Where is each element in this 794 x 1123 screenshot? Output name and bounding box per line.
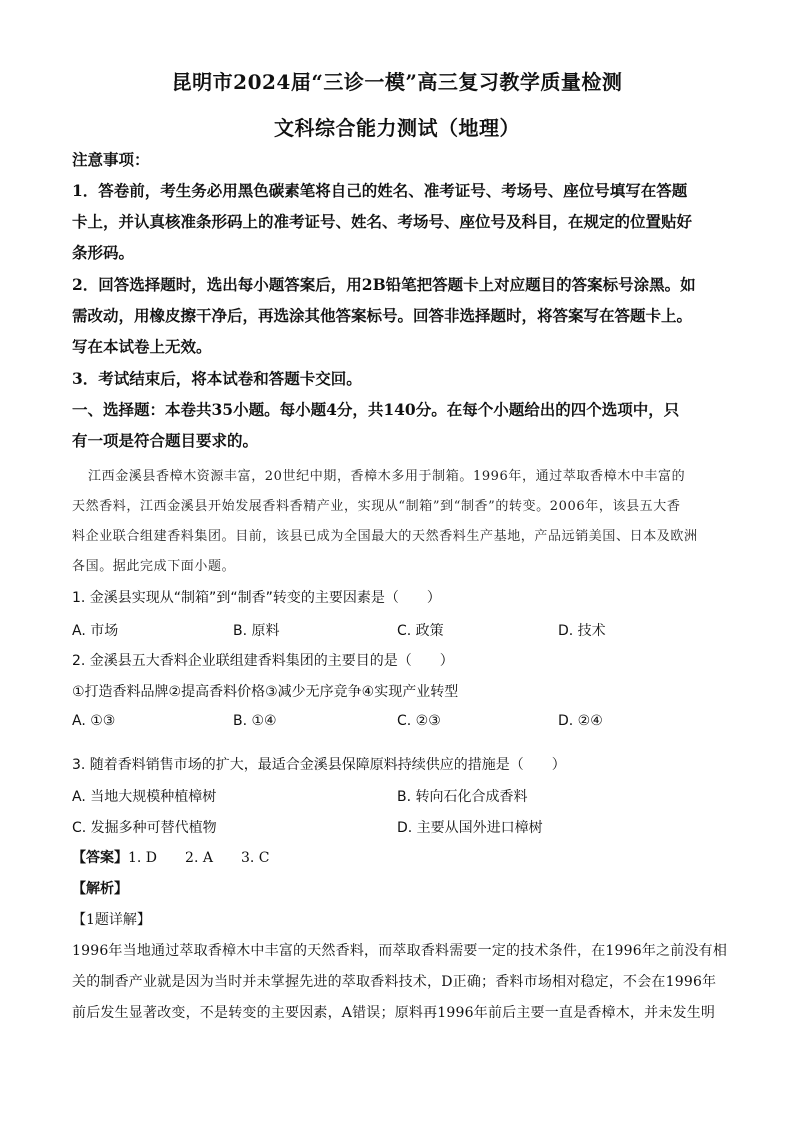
detail-line-1: 1996年当地通过萃取香樟木中丰富的天然香料，而萃取香料需要一定的技术条件，在1996年之前没有相 bbox=[72, 943, 728, 959]
q2-option-d: D. ②④ bbox=[558, 713, 603, 729]
notice-1-line-1: 1．答卷前，考生务必用黑色碳素笔将自己的姓名、准考证号、考场号、座位号填写在答题 bbox=[72, 181, 688, 200]
detail-line-2: 关的制香产业就是因为当时并未掌握先进的萃取香料技术，D正确；香料市场相对稳定，不会在1996年 bbox=[72, 974, 717, 990]
passage-line-1: 江西金溪县香樟木资源丰富，20世纪中期，香樟木多用于制箱。1996年，通过萃取香樟木中丰富的 bbox=[88, 469, 686, 484]
question-2: 2. 金溪县五大香料企业联组建香料集团的主要目的是（ ） bbox=[72, 653, 454, 669]
question-3: 3. 随着香料销售市场的扩大，最适合金溪县保障原料持续供应的措施是（ ） bbox=[72, 757, 566, 773]
passage-line-4: 各国。据此完成下面小题。 bbox=[72, 559, 236, 574]
q3-option-b: B. 转向石化合成香料 bbox=[397, 789, 528, 805]
notice-2-line-2: 需改动，用橡皮擦干净后，再选涂其他答案标号。回答非选择题时，将答案写在答题卡上。 bbox=[72, 306, 693, 325]
answer-text: 1. D 2. A 3. C bbox=[128, 850, 270, 866]
page-title: 昆明市2024届“三诊一模”高三复习教学质量检测 bbox=[171, 70, 623, 94]
section-1-line-1: 一、选择题：本卷共35小题。每小题4分，共140分。在每个小题给出的四个选项中，只 bbox=[72, 400, 680, 419]
q3-option-d: D. 主要从国外进口樟树 bbox=[397, 820, 543, 836]
q3-option-a: A. 当地大规模种植樟树 bbox=[72, 789, 217, 805]
q1-option-c: C. 政策 bbox=[397, 623, 444, 639]
notice-2-line-3: 写在本试卷上无效。 bbox=[72, 337, 212, 356]
q3-option-c: C. 发掘多种可替代植物 bbox=[72, 820, 217, 836]
notice-1-line-3: 条形码。 bbox=[72, 243, 135, 262]
detail-line-3: 前后发生显著改变，不是转变的主要因素，A错误；原料再1996年前后主要一直是香樟木，并未发生明 bbox=[72, 1005, 716, 1021]
notice-3: 3．考试结束后，将本试卷和答题卡交回。 bbox=[72, 369, 362, 388]
q1-option-b: B. 原料 bbox=[233, 623, 280, 639]
q2-option-b: B. ①④ bbox=[233, 713, 277, 729]
notice-heading: 注意事项： bbox=[72, 150, 150, 169]
q2-option-a: A. ①③ bbox=[72, 713, 116, 729]
passage-line-3: 料企业联合组建香料集团。目前，该县已成为全国最大的天然香料生产基地，产品远销美国、日本及欧洲 bbox=[72, 529, 698, 544]
detail-heading: 【1题详解】 bbox=[72, 912, 151, 928]
answer-line bbox=[72, 848, 722, 868]
section-1-line-2: 有一项是符合题目要求的。 bbox=[72, 431, 259, 450]
page-subtitle: 文科综合能力测试（地理） bbox=[274, 116, 520, 140]
q1-option-d: D. 技术 bbox=[558, 623, 606, 639]
answer-tag: 【答案】 bbox=[72, 850, 128, 866]
q1-option-a: A. 市场 bbox=[72, 623, 119, 639]
question-1: 1. 金溪县实现从“制箱”到“制香”转变的主要因素是（ ） bbox=[72, 590, 441, 606]
notice-2-line-1: 2．回答选择题时，选出每小题答案后，用2B铅笔把答题卡上对应题目的答案标号涂黑。如 bbox=[72, 275, 696, 294]
q2-option-c: C. ②③ bbox=[397, 713, 441, 729]
analysis-tag: 【解析】 bbox=[72, 881, 128, 897]
question-2-statements: ①打造香料品牌②提高香料价格③减少无序竞争④实现产业转型 bbox=[72, 684, 459, 700]
passage-line-2: 天然香料，江西金溪县开始发展香料香精产业，实现从“制箱”到“制香”的转变。2006年，该县五大香 bbox=[72, 499, 681, 514]
notice-1-line-2: 卡上，并认真核准条形码上的准考证号、姓名、考场号、座位号及科目，在规定的位置贴好 bbox=[72, 212, 693, 231]
